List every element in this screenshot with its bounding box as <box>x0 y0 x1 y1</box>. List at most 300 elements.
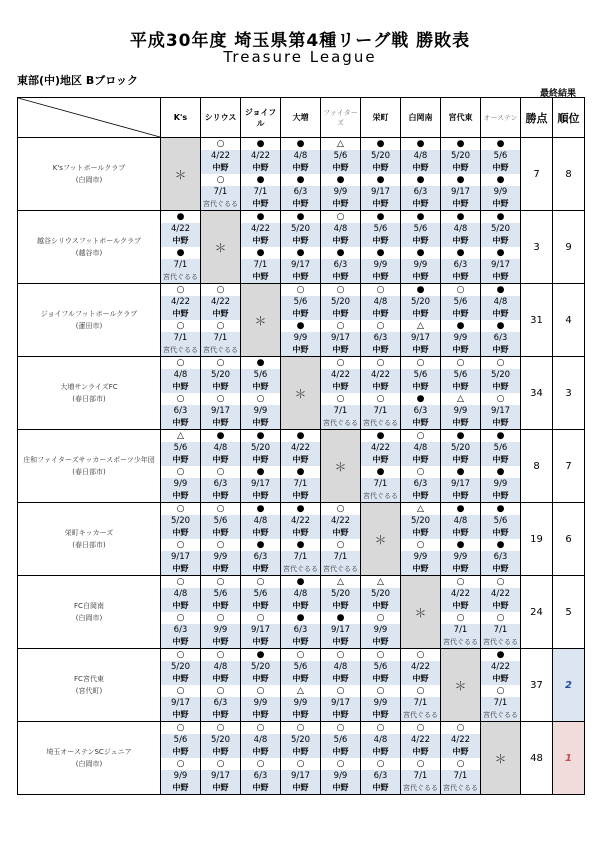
venue-second-leg: 宮代ぐるる <box>163 273 198 281</box>
date-first-leg: 4/22 <box>281 515 320 527</box>
result-second-leg: ○ <box>216 467 225 477</box>
match-result-cell <box>201 576 241 649</box>
result-first-leg: ● <box>296 139 305 149</box>
venue-second-leg: 中野 <box>441 271 480 283</box>
result-second-leg: ● <box>376 248 385 258</box>
date-first-leg: 4/22 <box>361 442 400 454</box>
venue-first-leg: 中野 <box>161 600 200 612</box>
team-name: K'sフットボールクラブ <box>52 164 126 172</box>
venue-second-leg: 中野 <box>481 344 520 356</box>
venue-first-leg: 中野 <box>321 308 360 320</box>
venue-second-leg: 中野 <box>361 636 400 648</box>
date-second-leg: 9/17 <box>321 697 360 709</box>
result-second-leg: ○ <box>416 540 425 550</box>
col-header: オーステン <box>481 98 521 138</box>
result-first-leg: ○ <box>416 650 425 660</box>
result-second-leg: ● <box>256 467 265 477</box>
result-second-leg: ○ <box>256 613 265 623</box>
team-name-cell <box>18 722 161 795</box>
date-first-leg: 4/22 <box>321 515 360 527</box>
result-first-leg: ● <box>296 577 305 587</box>
team-name: 庄和ファイターズサッカースポーツ少年団 <box>23 456 155 464</box>
points-value: 8 <box>521 430 553 503</box>
venue-first-leg: 中野 <box>281 673 320 685</box>
date-second-leg: 6/3 <box>161 405 200 417</box>
venue-second-leg: 中野 <box>201 417 240 429</box>
venue-second-leg: 中野 <box>161 490 200 502</box>
result-second-leg: ○ <box>416 467 425 477</box>
date-first-leg: 5/6 <box>401 369 440 381</box>
venue-second-leg: 中野 <box>161 417 200 429</box>
col-header: 白岡南 <box>401 98 441 138</box>
venue-second-leg: 中野 <box>441 344 480 356</box>
date-second-leg: 9/9 <box>321 186 360 198</box>
result-first-leg: ● <box>256 650 265 660</box>
date-first-leg: 4/22 <box>321 369 360 381</box>
venue-first-leg: 中野 <box>281 600 320 612</box>
result-second-leg: ○ <box>376 686 385 696</box>
venue-first-leg: 中野 <box>201 162 240 174</box>
points-header: 勝点 <box>521 98 553 138</box>
result-first-leg: ● <box>256 358 265 368</box>
match-result-cell <box>241 649 281 722</box>
result-first-leg: ○ <box>296 650 305 660</box>
result-first-leg: ○ <box>176 650 185 660</box>
date-first-leg: 4/8 <box>481 296 520 308</box>
rank-value: 3 <box>553 357 585 430</box>
match-result-cell <box>361 576 401 649</box>
result-first-leg: ○ <box>216 723 225 733</box>
venue-first-leg: 中野 <box>281 527 320 539</box>
date-first-leg: 5/20 <box>161 661 200 673</box>
page-title: 平成30年度 埼玉県第4種リーグ戦 勝敗表 <box>129 31 471 51</box>
date-first-leg: 5/6 <box>401 223 440 235</box>
date-first-leg: 4/8 <box>401 442 440 454</box>
result-first-leg: ● <box>376 431 385 441</box>
match-result-cell <box>361 138 401 211</box>
self-match-cell: ＊ <box>161 138 201 211</box>
venue-first-leg: 中野 <box>161 381 200 393</box>
team-row <box>18 211 585 284</box>
result-second-leg: ● <box>416 394 425 404</box>
match-result-cell <box>441 284 481 357</box>
team-row <box>18 649 585 722</box>
result-second-leg: ○ <box>176 759 185 769</box>
match-result-cell <box>201 503 241 576</box>
venue-second-leg: 中野 <box>201 782 240 794</box>
venue-second-leg: 宮代ぐるる <box>483 638 518 646</box>
match-result-cell <box>201 138 241 211</box>
date-second-leg: 6/3 <box>441 259 480 271</box>
date-second-leg: 9/17 <box>201 770 240 782</box>
date-second-leg: 6/3 <box>241 551 280 563</box>
date-first-leg: 5/6 <box>281 296 320 308</box>
venue-first-leg: 中野 <box>241 673 280 685</box>
result-second-leg: ● <box>416 248 425 258</box>
venue-first-leg: 中野 <box>441 308 480 320</box>
date-first-leg: 4/8 <box>241 734 280 746</box>
venue-second-leg: 中野 <box>401 271 440 283</box>
venue-second-leg: 宮代ぐるる <box>363 419 398 427</box>
match-result-cell <box>441 503 481 576</box>
date-first-leg: 5/6 <box>321 150 360 162</box>
date-first-leg: 4/8 <box>441 515 480 527</box>
venue-first-leg: 中野 <box>201 600 240 612</box>
venue-second-leg: 宮代ぐるる <box>483 711 518 719</box>
date-first-leg: 4/22 <box>481 661 520 673</box>
match-result-cell <box>161 211 201 284</box>
team-city: (白岡市) <box>75 760 103 768</box>
result-second-leg: ● <box>296 175 305 185</box>
result-first-leg: ○ <box>376 285 385 295</box>
result-second-leg: ○ <box>336 394 345 404</box>
result-second-leg: ○ <box>176 686 185 696</box>
date-first-leg: 5/6 <box>481 442 520 454</box>
match-result-cell <box>401 138 441 211</box>
venue-first-leg: 中野 <box>401 308 440 320</box>
venue-second-leg: 中野 <box>481 198 520 210</box>
result-second-leg: ○ <box>216 759 225 769</box>
date-second-leg: 6/3 <box>161 624 200 636</box>
match-result-cell <box>361 284 401 357</box>
result-second-leg: ○ <box>376 759 385 769</box>
result-second-leg: ● <box>336 175 345 185</box>
result-second-leg: ○ <box>256 394 265 404</box>
result-first-leg: ○ <box>376 650 385 660</box>
team-row <box>18 722 585 795</box>
venue-first-leg: 中野 <box>401 381 440 393</box>
match-result-cell <box>481 357 521 430</box>
header-row <box>18 98 585 138</box>
diagonal-line <box>18 98 160 137</box>
date-second-leg: 7/1 <box>201 186 240 198</box>
venue-second-leg: 中野 <box>481 271 520 283</box>
result-first-leg: ○ <box>336 358 345 368</box>
result-second-leg: ● <box>296 321 305 331</box>
venue-second-leg: 中野 <box>161 636 200 648</box>
match-result-cell <box>161 722 201 795</box>
result-second-leg: ● <box>376 467 385 477</box>
venue-second-leg: 中野 <box>281 709 320 721</box>
team-name: FC宮代東 <box>74 675 104 683</box>
match-result-cell <box>481 138 521 211</box>
result-first-leg: ● <box>256 431 265 441</box>
match-result-cell <box>241 211 281 284</box>
date-first-leg: 5/20 <box>401 515 440 527</box>
result-first-leg: ● <box>456 504 465 514</box>
venue-second-leg: 中野 <box>241 198 280 210</box>
venue-second-leg: 中野 <box>241 417 280 429</box>
venue-second-leg: 中野 <box>361 271 400 283</box>
venue-second-leg: 中野 <box>201 490 240 502</box>
date-first-leg: 5/20 <box>481 369 520 381</box>
match-result-cell <box>401 357 441 430</box>
self-match-cell: ＊ <box>361 503 401 576</box>
team-name-cell <box>18 576 161 649</box>
result-first-leg: ● <box>296 431 305 441</box>
match-result-cell <box>161 284 201 357</box>
result-second-leg: ● <box>376 175 385 185</box>
venue-first-leg: 中野 <box>201 527 240 539</box>
date-second-leg: 9/17 <box>161 697 200 709</box>
venue-second-leg: 中野 <box>281 344 320 356</box>
venue-first-leg: 中野 <box>361 600 400 612</box>
result-first-leg: ○ <box>456 723 465 733</box>
match-result-cell <box>361 649 401 722</box>
result-second-leg: ○ <box>376 394 385 404</box>
venue-second-leg: 中野 <box>241 490 280 502</box>
venue-second-leg: 中野 <box>361 344 400 356</box>
date-first-leg: 5/6 <box>481 150 520 162</box>
result-second-leg: ○ <box>376 613 385 623</box>
date-first-leg: 4/8 <box>161 588 200 600</box>
date-first-leg: 4/22 <box>441 588 480 600</box>
rank-value: 2 <box>553 649 585 722</box>
venue-first-leg: 中野 <box>401 527 440 539</box>
venue-first-leg: 中野 <box>161 746 200 758</box>
venue-first-leg: 中野 <box>241 527 280 539</box>
self-match-cell: ＊ <box>201 211 241 284</box>
venue-first-leg: 中野 <box>401 162 440 174</box>
date-second-leg: 9/17 <box>481 405 520 417</box>
team-name: FC白岡南 <box>74 602 104 610</box>
date-second-leg: 9/9 <box>361 624 400 636</box>
result-second-leg: ○ <box>216 394 225 404</box>
result-second-leg: ○ <box>216 321 225 331</box>
final-result-label: 最終結果 <box>540 89 577 99</box>
result-first-leg: ○ <box>176 723 185 733</box>
date-second-leg: 7/1 <box>481 697 520 709</box>
venue-second-leg: 宮代ぐるる <box>323 565 358 573</box>
result-second-leg: ● <box>256 175 265 185</box>
result-first-leg: ○ <box>216 577 225 587</box>
venue-second-leg: 中野 <box>441 563 480 575</box>
venue-first-leg: 中野 <box>481 162 520 174</box>
points-value: 24 <box>521 576 553 649</box>
result-second-leg: ● <box>456 467 465 477</box>
result-second-leg: ○ <box>176 394 185 404</box>
date-first-leg: 4/22 <box>201 150 240 162</box>
match-result-cell <box>401 503 441 576</box>
venue-first-leg: 中野 <box>241 746 280 758</box>
date-second-leg: 9/9 <box>281 332 320 344</box>
result-second-leg: ○ <box>496 686 505 696</box>
date-first-leg: 5/20 <box>321 296 360 308</box>
venue-second-leg: 中野 <box>241 782 280 794</box>
date-first-leg: 5/6 <box>241 369 280 381</box>
venue-first-leg: 中野 <box>481 454 520 466</box>
venue-second-leg: 中野 <box>201 636 240 648</box>
venue-first-leg: 中野 <box>481 235 520 247</box>
venue-second-leg: 中野 <box>161 709 200 721</box>
venue-first-leg: 中野 <box>361 381 400 393</box>
result-first-leg: ○ <box>176 577 185 587</box>
result-first-leg: ○ <box>336 504 345 514</box>
date-first-leg: 5/20 <box>441 150 480 162</box>
date-second-leg: 9/9 <box>321 770 360 782</box>
date-second-leg: 6/3 <box>361 770 400 782</box>
col-header: K's <box>161 98 201 138</box>
result-first-leg: ● <box>456 431 465 441</box>
team-name-cell <box>18 284 161 357</box>
venue-first-leg: 中野 <box>321 381 360 393</box>
venue-second-leg: 中野 <box>241 709 280 721</box>
result-second-leg: ● <box>256 540 265 550</box>
match-result-cell <box>481 284 521 357</box>
result-first-leg: ○ <box>496 358 505 368</box>
date-second-leg: 7/1 <box>361 405 400 417</box>
match-result-cell <box>161 503 201 576</box>
match-result-cell <box>161 576 201 649</box>
date-second-leg: 7/1 <box>241 259 280 271</box>
points-value: 31 <box>521 284 553 357</box>
result-first-leg: ● <box>376 212 385 222</box>
result-first-leg: △ <box>337 577 344 587</box>
result-first-leg: ● <box>216 431 225 441</box>
date-second-leg: 9/17 <box>281 770 320 782</box>
venue-first-leg: 中野 <box>201 381 240 393</box>
date-second-leg: 9/9 <box>281 697 320 709</box>
match-result-cell <box>321 357 361 430</box>
page-subtitle: Treasure League <box>223 48 377 66</box>
points-value: 48 <box>521 722 553 795</box>
result-first-leg: ○ <box>376 358 385 368</box>
venue-second-leg: 宮代ぐるる <box>403 711 438 719</box>
result-first-leg: ● <box>256 504 265 514</box>
date-second-leg: 9/17 <box>401 332 440 344</box>
match-result-cell <box>401 722 441 795</box>
points-value: 7 <box>521 138 553 211</box>
venue-second-leg: 宮代ぐるる <box>163 346 198 354</box>
venue-second-leg: 宮代ぐるる <box>403 784 438 792</box>
match-result-cell <box>441 430 481 503</box>
team-name: 埼玉オーステンSCジュニア <box>46 748 132 756</box>
date-second-leg: 9/9 <box>361 259 400 271</box>
result-second-leg: ○ <box>336 686 345 696</box>
venue-first-leg: 中野 <box>441 454 480 466</box>
venue-first-leg: 中野 <box>161 673 200 685</box>
date-second-leg: 9/9 <box>481 478 520 490</box>
date-first-leg: 4/22 <box>161 223 200 235</box>
date-second-leg: 9/17 <box>441 478 480 490</box>
team-city: (春日部市) <box>72 541 106 549</box>
match-result-cell <box>241 430 281 503</box>
venue-second-leg: 中野 <box>241 636 280 648</box>
result-second-leg: △ <box>457 394 464 404</box>
venue-first-leg: 中野 <box>161 308 200 320</box>
date-first-leg: 5/6 <box>201 588 240 600</box>
result-first-leg: ○ <box>216 139 225 149</box>
date-second-leg: 9/9 <box>161 478 200 490</box>
date-first-leg: 5/6 <box>321 734 360 746</box>
result-first-leg: ● <box>456 139 465 149</box>
result-first-leg: ○ <box>216 504 225 514</box>
result-first-leg: ● <box>296 504 305 514</box>
venue-second-leg: 中野 <box>401 198 440 210</box>
result-second-leg: ● <box>256 248 265 258</box>
date-second-leg: 7/1 <box>401 697 440 709</box>
date-first-leg: 4/22 <box>241 223 280 235</box>
venue-first-leg: 中野 <box>281 162 320 174</box>
venue-second-leg: 宮代ぐるる <box>363 492 398 500</box>
venue-first-leg: 中野 <box>361 454 400 466</box>
self-match-cell: ＊ <box>481 722 521 795</box>
result-first-leg: ● <box>496 504 505 514</box>
venue-second-leg: 中野 <box>441 490 480 502</box>
result-second-leg: ● <box>336 248 345 258</box>
date-second-leg: 9/9 <box>201 624 240 636</box>
date-second-leg: 9/9 <box>241 405 280 417</box>
match-result-cell <box>441 138 481 211</box>
date-first-leg: 5/6 <box>441 369 480 381</box>
team-name-cell <box>18 138 161 211</box>
date-first-leg: 4/8 <box>281 588 320 600</box>
venue-second-leg: 中野 <box>321 344 360 356</box>
date-first-leg: 5/6 <box>361 661 400 673</box>
date-second-leg: 9/9 <box>201 551 240 563</box>
match-result-cell <box>321 503 361 576</box>
date-first-leg: 4/8 <box>321 223 360 235</box>
venue-second-leg: 宮代ぐるる <box>283 565 318 573</box>
match-result-cell <box>481 649 521 722</box>
venue-second-leg: 中野 <box>481 490 520 502</box>
result-first-leg: ○ <box>336 285 345 295</box>
date-second-leg: 7/1 <box>241 186 280 198</box>
result-first-leg: ○ <box>416 723 425 733</box>
result-first-leg: ○ <box>176 358 185 368</box>
date-second-leg: 9/17 <box>281 259 320 271</box>
venue-second-leg: 中野 <box>401 490 440 502</box>
result-first-leg: ● <box>416 212 425 222</box>
result-first-leg: △ <box>337 139 344 149</box>
date-second-leg: 6/3 <box>481 332 520 344</box>
match-result-cell <box>281 138 321 211</box>
date-first-leg: 4/8 <box>321 661 360 673</box>
venue-first-leg: 中野 <box>201 308 240 320</box>
result-first-leg: ● <box>496 212 505 222</box>
date-second-leg: 6/3 <box>321 259 360 271</box>
result-second-leg: ● <box>496 540 505 550</box>
date-second-leg: 7/1 <box>281 551 320 563</box>
team-row <box>18 503 585 576</box>
result-second-leg: ○ <box>216 686 225 696</box>
venue-first-leg: 中野 <box>361 308 400 320</box>
result-first-leg: ● <box>496 431 505 441</box>
date-first-leg: 4/8 <box>161 369 200 381</box>
date-second-leg: 7/1 <box>361 478 400 490</box>
venue-first-leg: 中野 <box>241 235 280 247</box>
result-second-leg: ● <box>416 175 425 185</box>
result-second-leg: ● <box>456 540 465 550</box>
result-second-leg: ○ <box>456 613 465 623</box>
result-first-leg: ○ <box>336 723 345 733</box>
date-second-leg: 6/3 <box>401 186 440 198</box>
match-result-cell <box>241 503 281 576</box>
col-header: 栄町 <box>361 98 401 138</box>
date-first-leg: 5/20 <box>321 588 360 600</box>
date-second-leg: 9/17 <box>321 624 360 636</box>
team-name: ジョイフルフットボールクラブ <box>40 310 138 318</box>
result-first-leg: ○ <box>216 358 225 368</box>
result-first-leg: ● <box>376 139 385 149</box>
result-first-leg: ○ <box>176 504 185 514</box>
venue-second-leg: 中野 <box>161 782 200 794</box>
venue-first-leg: 中野 <box>241 162 280 174</box>
result-first-leg: ● <box>456 212 465 222</box>
self-match-cell: ＊ <box>281 357 321 430</box>
result-second-leg: ● <box>296 467 305 477</box>
result-first-leg: ○ <box>256 723 265 733</box>
